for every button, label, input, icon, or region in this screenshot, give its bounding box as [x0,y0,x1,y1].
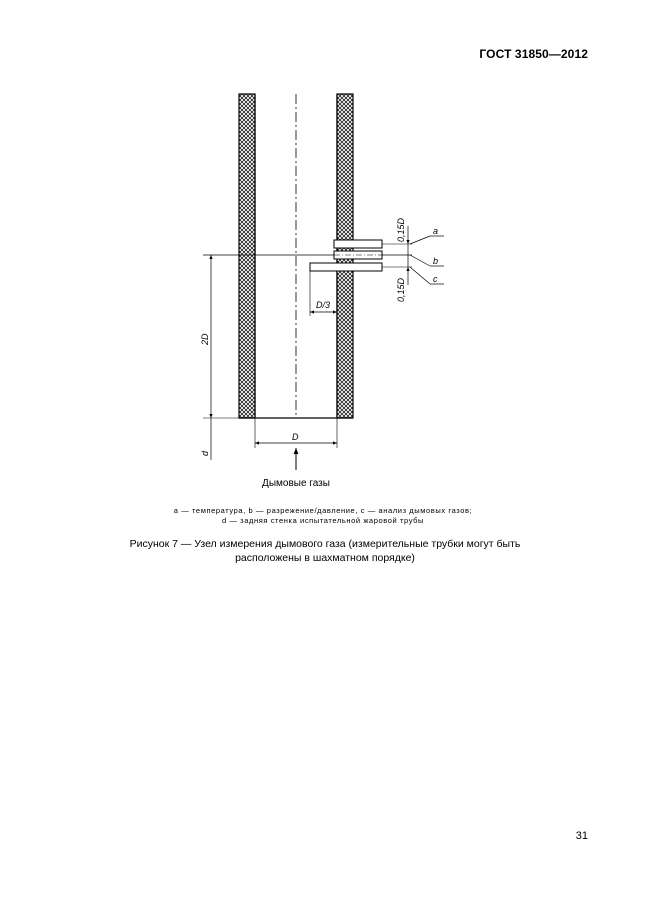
probe-a [334,240,382,248]
probe-b [334,251,382,259]
left-wall [239,94,255,418]
legend-line-1: a — температура, b — разрежение/давление, c — анализ дымовых газов; [173,506,473,515]
dim-015d-upper: 0,15D [396,217,406,242]
legend-line-2: d — задняя стенка испытательной жаровой трубы [221,516,425,525]
flue-gas-label: Дымовые газы [262,478,330,489]
dim-015d-lower: 0,15D [396,277,406,302]
caption-line-2: расположены в шахматном порядке) [235,552,415,564]
caption-line-1: Рисунок 7 — Узел измерения дымового газа (измерительные трубки могут быть [129,538,521,550]
page-number: 31 [575,830,588,842]
label-a: a [433,226,439,236]
label-b: b [433,256,439,266]
label-2d: 2D [200,333,210,345]
label-d-small: d [200,450,210,456]
label-diameter: D [292,432,299,442]
standard-header: ГОСТ 31850—2012 [479,47,588,61]
probe-c [310,263,382,271]
label-c: c [433,274,438,284]
label-d-third: D/3 [316,300,331,310]
figure-caption [120,537,530,565]
